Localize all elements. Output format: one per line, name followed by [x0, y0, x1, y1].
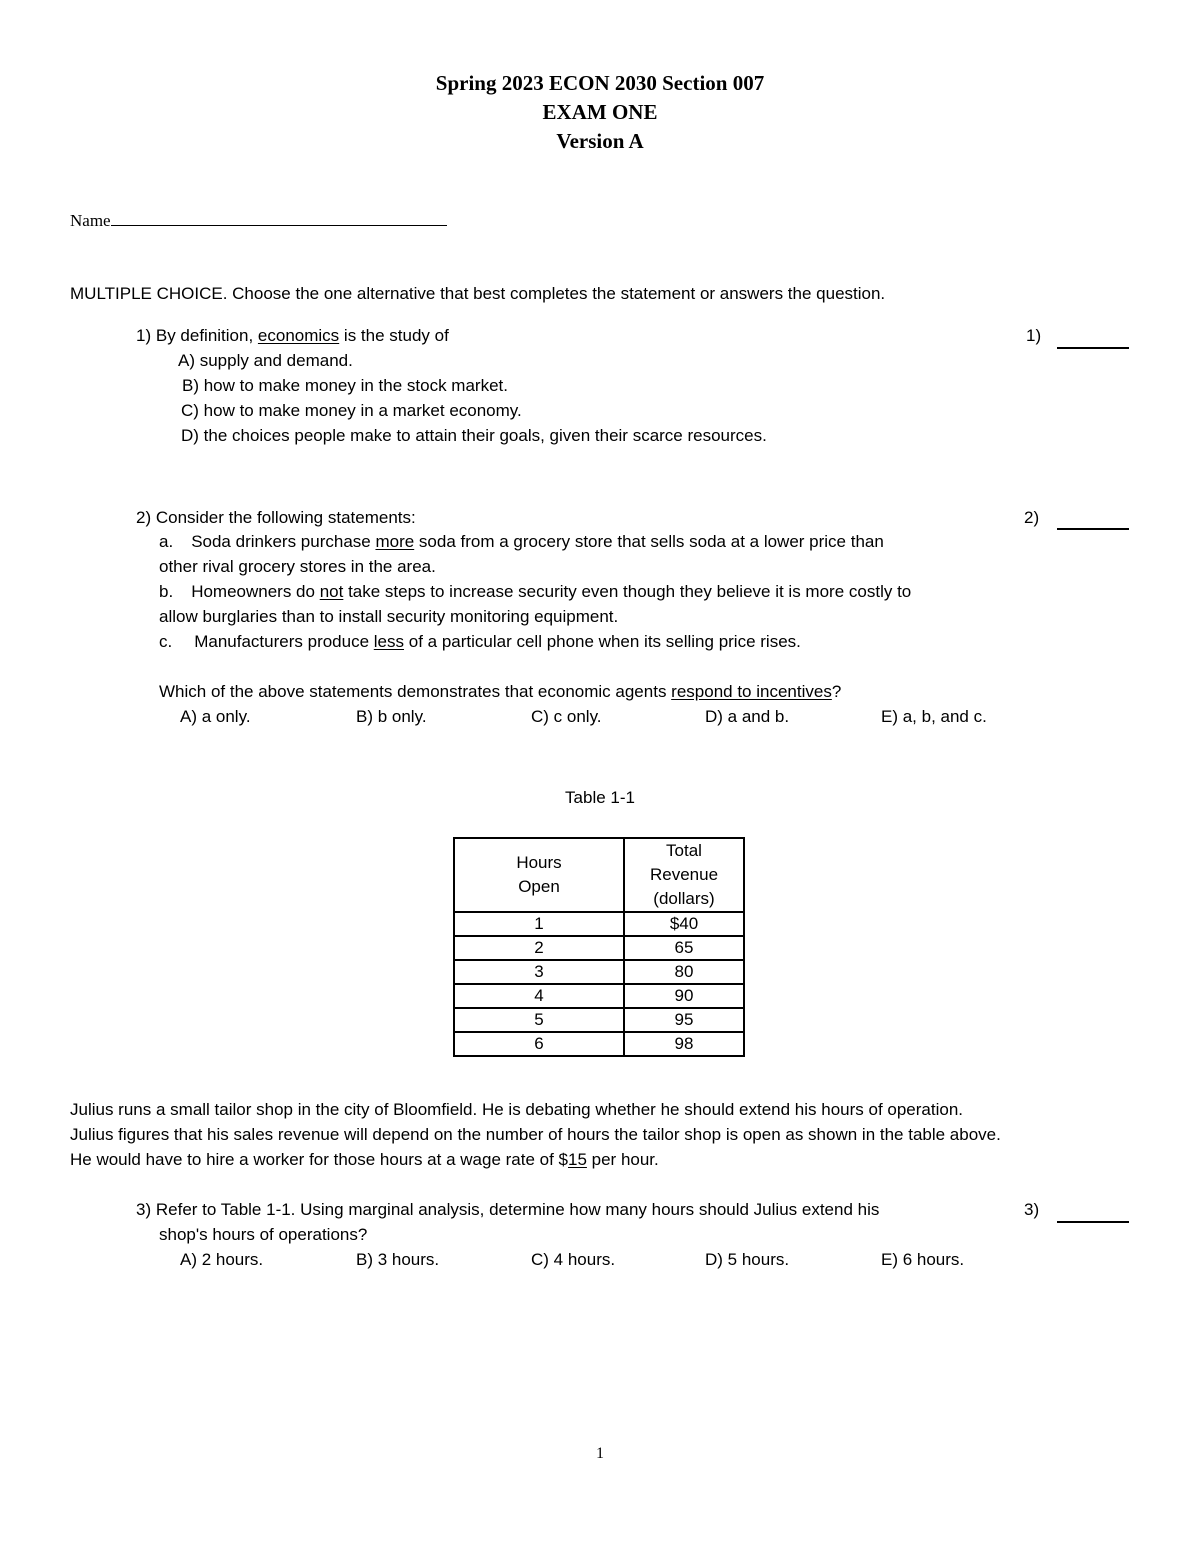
- answer-label: 2): [1024, 508, 1040, 527]
- hours-cell: 4: [454, 984, 624, 1008]
- choice-b[interactable]: B) 3 hours.: [356, 1250, 440, 1269]
- choice-c[interactable]: C) c only.: [531, 707, 602, 726]
- revenue-cell: 80: [624, 960, 744, 984]
- table-row: [454, 912, 744, 936]
- choice-b[interactable]: B) how to make money in the stock market.: [182, 376, 508, 395]
- statement-label: a.: [159, 532, 174, 551]
- question-number: 3): [136, 1200, 152, 1219]
- question-stem: [136, 508, 416, 528]
- question-stem: [136, 326, 449, 346]
- name-label: Name: [70, 211, 111, 230]
- answer-label: 1): [1026, 326, 1042, 345]
- revenue-table: [453, 837, 745, 1057]
- statement-c: c. Manufacturers produce less of a particular cell phone when its selling price rises.: [159, 632, 801, 651]
- choice-d[interactable]: D) 5 hours.: [705, 1250, 790, 1269]
- column-header-total-revenue: Total Revenue (dollars): [624, 838, 744, 912]
- stem-text: Refer to Table 1-1. Using marginal analysis, determine how many hours should Julius extend his: [155, 1200, 880, 1219]
- hours-cell: 2: [454, 936, 624, 960]
- underlined-term: economics: [257, 326, 340, 345]
- choice-c[interactable]: C) how to make money in a market economy.: [181, 401, 522, 420]
- statement-a-continued: other rival grocery stores in the area.: [159, 557, 436, 576]
- statement-label: b.: [159, 582, 174, 601]
- table-header-row: [454, 838, 744, 912]
- table-row: [454, 960, 744, 984]
- exam-subtitle: EXAM ONE: [542, 100, 658, 124]
- question-number: 2): [136, 508, 152, 527]
- answer-label: 3): [1024, 1200, 1040, 1219]
- choice-a[interactable]: A) a only.: [180, 707, 251, 726]
- question-prompt: Which of the above statements demonstrates that economic agents respond to incentives?: [159, 682, 842, 701]
- hours-cell: 6: [454, 1032, 624, 1056]
- scenario-line-3: He would have to hire a worker for those hours at a wage rate of $15 per hour.: [70, 1150, 659, 1169]
- underlined-term: not: [319, 582, 344, 601]
- answer-blank[interactable]: [1057, 347, 1129, 349]
- table-row: [454, 1032, 744, 1056]
- choice-c[interactable]: C) 4 hours.: [531, 1250, 616, 1269]
- table-caption: Table 1-1: [565, 788, 635, 807]
- choice-e[interactable]: E) a, b, and c.: [881, 707, 987, 726]
- stem-text-after: is the study of: [339, 326, 449, 345]
- underlined-term: less: [373, 632, 405, 651]
- column-header-hours-open: Hours Open: [454, 838, 624, 912]
- scenario-line-1: Julius runs a small tailor shop in the city of Bloomfield. He is debating whether he should extend his hours of operation.: [70, 1100, 963, 1119]
- page-number: 1: [596, 1445, 604, 1462]
- name-line[interactable]: [111, 211, 447, 226]
- table-row: [454, 1008, 744, 1032]
- exam-title: Spring 2023 ECON 2030 Section 007: [435, 71, 765, 95]
- underlined-term: respond to incentives: [671, 682, 832, 701]
- answer-blank[interactable]: [1057, 1221, 1129, 1223]
- revenue-cell: $40: [624, 912, 744, 936]
- statement-a: a. Soda drinkers purchase more soda from a grocery store that sells soda at a lower price than: [159, 532, 884, 551]
- choice-d[interactable]: D) the choices people make to attain their goals, given their scarce resources.: [181, 426, 767, 445]
- name-field[interactable]: [70, 211, 447, 231]
- choice-d[interactable]: D) a and b.: [705, 707, 790, 726]
- hours-cell: 1: [454, 912, 624, 936]
- question-stem-continued: shop's hours of operations?: [159, 1225, 368, 1244]
- statement-label: c.: [159, 632, 173, 651]
- table-row: [454, 936, 744, 960]
- choice-a[interactable]: A) supply and demand.: [178, 351, 353, 370]
- question-number: 1): [136, 326, 152, 345]
- table-row: [454, 984, 744, 1008]
- revenue-cell: 65: [624, 936, 744, 960]
- underlined-term: 15: [568, 1150, 587, 1169]
- stem-text: Consider the following statements:: [155, 508, 416, 527]
- choice-b[interactable]: B) b only.: [356, 707, 427, 726]
- revenue-cell: 95: [624, 1008, 744, 1032]
- exam-version: Version A: [556, 129, 644, 153]
- hours-cell: 5: [454, 1008, 624, 1032]
- choice-e[interactable]: E) 6 hours.: [881, 1250, 965, 1269]
- statement-b: b. Homeowners do not take steps to increase security even though they believe it is more costly to: [159, 582, 912, 601]
- hours-cell: 3: [454, 960, 624, 984]
- statement-b-continued: allow burglaries than to install security monitoring equipment.: [159, 607, 619, 626]
- underlined-term: more: [375, 532, 415, 551]
- revenue-cell: 90: [624, 984, 744, 1008]
- question-stem: [136, 1200, 879, 1220]
- scenario-line-2: Julius figures that his sales revenue will depend on the number of hours the tailor shop is open as shown in the table above.: [70, 1125, 1001, 1144]
- answer-blank[interactable]: [1057, 528, 1129, 530]
- stem-text-before: By definition,: [155, 326, 258, 345]
- instructions: MULTIPLE CHOICE. Choose the one alternative that best completes the statement or answers the question.: [70, 284, 886, 303]
- choice-a[interactable]: A) 2 hours.: [180, 1250, 264, 1269]
- revenue-cell: 98: [624, 1032, 744, 1056]
